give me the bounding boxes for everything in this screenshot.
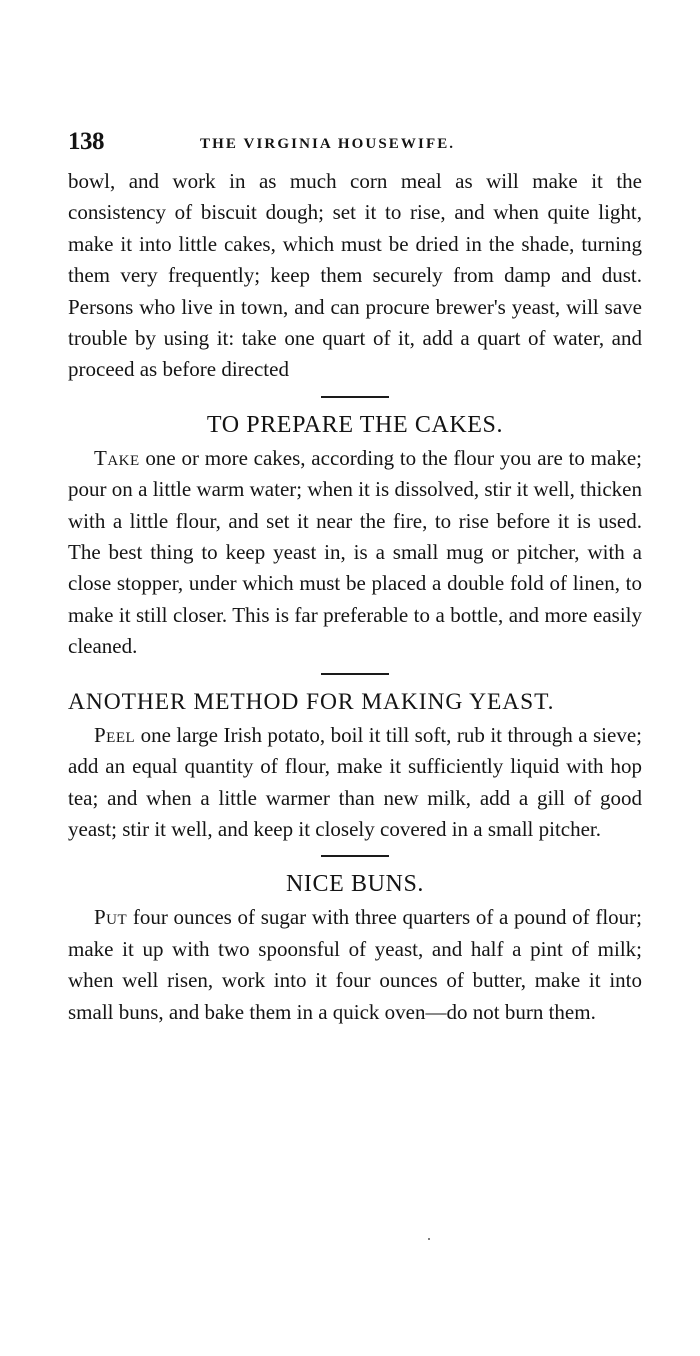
recipe-paragraph bbox=[68, 902, 642, 1028]
lead-word: Put bbox=[94, 905, 128, 930]
recipe-text: four ounces of sugar with three quarters of a pound of flour; make it up with two spoonsful of yeast, and half a pint of milk; when well risen, work into it four ounces of butter, make it into small buns, and bake them in a quick oven—do not burn them. bbox=[68, 905, 642, 1024]
section-title: TO PREPARE THE CAKES. bbox=[206, 411, 504, 438]
lead-word: Peel bbox=[94, 722, 136, 747]
recipe-text: one or more cakes, according to the flour you are to make; pour on a little warm water; when it is dissolved, stir it well, thicken with a little flour, and set it near the fire, to rise before it is used. The best thing to keep yeast in, is a small mug or pitcher, with a close stopper, under which must be placed a double fold of linen, to make it still closer. This is far preferable to a bottle, and more easily cleaned. bbox=[68, 445, 642, 659]
running-head: THE VIRGINIA HOUSEWIFE. bbox=[200, 136, 456, 152]
page-header bbox=[68, 124, 640, 160]
section-divider bbox=[321, 396, 389, 398]
page-body bbox=[68, 166, 642, 1028]
recipe-text: one large Irish potato, boil it till soft, rub it through a sieve; add an equal quantity of flour, make it sufficiently liquid with hop tea; and when a little warmer than new milk, add a gill of good yeast; stir it well, and keep it closely covered in a small pitcher. bbox=[68, 722, 642, 841]
continued-paragraph: bowl, and work in as much corn meal as will make it the consistency of biscuit dough; set it to rise, and when quite light, make it into little cakes, which must be dried in the shade, turning them very frequently; keep them securely from damp and dust. Persons who live in town, and can procure brewer's yeast, will save trouble by using it: take one quart of it, add a quart of water, and proceed as before directed bbox=[68, 169, 642, 382]
ink-speck bbox=[428, 1238, 430, 1240]
page-number: 138 bbox=[68, 128, 104, 155]
section-divider bbox=[321, 855, 389, 857]
section-title: NICE BUNS. bbox=[285, 871, 424, 898]
section-title: ANOTHER METHOD FOR MAKING YEAST. bbox=[68, 688, 555, 715]
lead-word: Take bbox=[94, 445, 140, 470]
recipe-paragraph bbox=[68, 443, 642, 663]
section-divider bbox=[321, 673, 389, 675]
recipe-paragraph bbox=[68, 720, 642, 846]
